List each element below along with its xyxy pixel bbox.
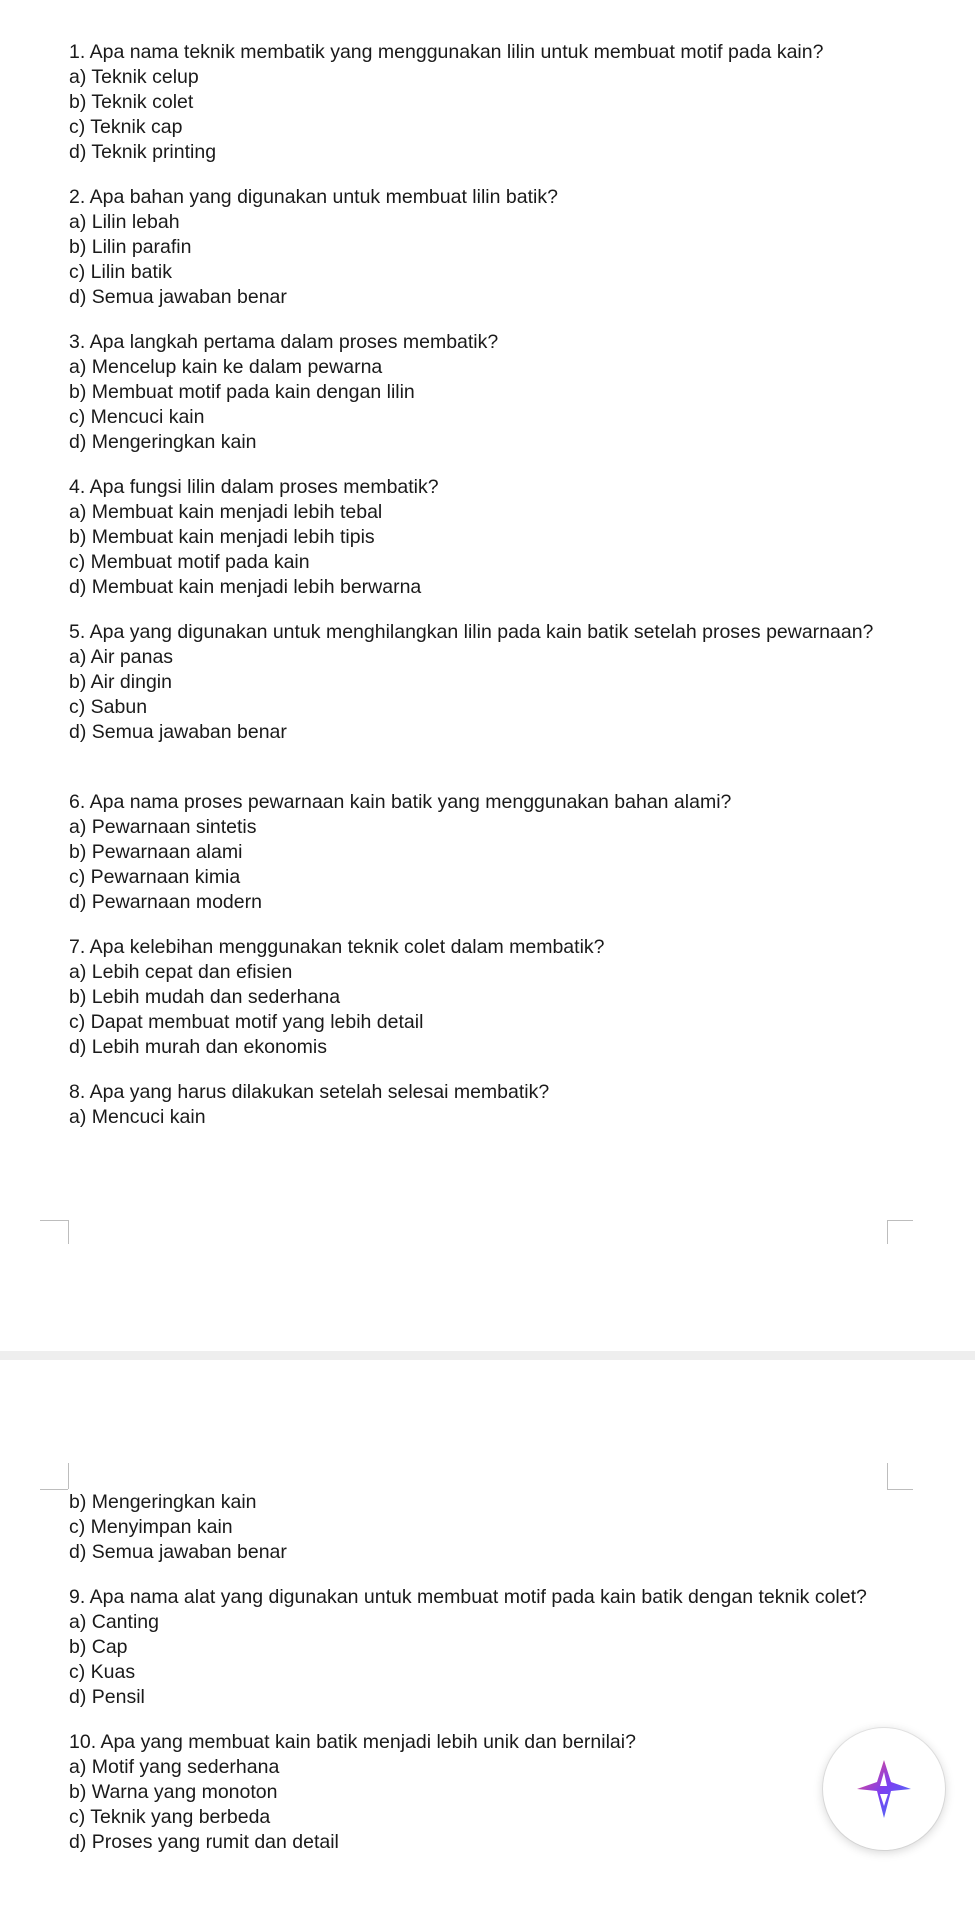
option: a) Pewarnaan sintetis <box>69 816 257 838</box>
option: a) Lebih cepat dan efisien <box>69 961 293 983</box>
option: c) Teknik cap <box>69 116 183 138</box>
option: d) Mengeringkan kain <box>69 431 257 453</box>
question-9 <box>69 1585 915 1710</box>
crop-mark-top-left-v <box>68 1463 69 1489</box>
page-1-content <box>69 40 915 1150</box>
option: a) Mencelup kain ke dalam pewarna <box>69 356 383 378</box>
question-5 <box>69 620 915 745</box>
question-2 <box>69 185 915 310</box>
document-page-2 <box>0 1360 975 1908</box>
option: a) Lilin lebah <box>69 211 180 233</box>
option: d) Lebih murah dan ekonomis <box>69 1036 327 1058</box>
crop-mark-bottom-left-h <box>40 1220 68 1221</box>
page-separator <box>0 1351 975 1360</box>
ai-assistant-button[interactable] <box>823 1728 945 1850</box>
option: c) Sabun <box>69 696 148 718</box>
option: d) Proses yang rumit dan detail <box>69 1831 339 1853</box>
option: b) Lebih mudah dan sederhana <box>69 986 341 1008</box>
question-text: 9. Apa nama alat yang digunakan untuk membuat motif pada kain batik dengan teknik colet? <box>69 1586 867 1608</box>
question-text: 7. Apa kelebihan menggunakan teknik colet dalam membatik? <box>69 936 605 958</box>
question-text: 6. Apa nama proses pewarnaan kain batik yang menggunakan bahan alami? <box>69 791 732 813</box>
option: b) Air dingin <box>69 671 172 693</box>
option: b) Pewarnaan alami <box>69 841 243 863</box>
option: b) Lilin parafin <box>69 236 192 258</box>
option: a) Membuat kain menjadi lebih tebal <box>69 501 383 523</box>
option: a) Mencuci kain <box>69 1106 206 1128</box>
crop-mark-top-right-v <box>887 1463 888 1489</box>
question-text: 10. Apa yang membuat kain batik menjadi lebih unik dan bernilai? <box>69 1731 636 1753</box>
option: d) Semua jawaban benar <box>69 1541 287 1563</box>
option: d) Teknik printing <box>69 141 217 163</box>
question-text: 5. Apa yang digunakan untuk menghilangkan lilin pada kain batik setelah proses pewarnaan? <box>69 621 874 643</box>
question-8-continued <box>69 1490 915 1565</box>
option: b) Cap <box>69 1636 128 1658</box>
question-text: 8. Apa yang harus dilakukan setelah selesai membatik? <box>69 1081 550 1103</box>
question-1 <box>69 40 915 165</box>
option: c) Teknik yang berbeda <box>69 1806 271 1828</box>
question-7 <box>69 935 915 1060</box>
option: c) Lilin batik <box>69 261 172 283</box>
sparkle-ai-icon <box>853 1758 915 1820</box>
option: a) Motif yang sederhana <box>69 1756 280 1778</box>
option: d) Pewarnaan modern <box>69 891 262 913</box>
crop-mark-top-left-h <box>40 1489 68 1490</box>
option: b) Teknik colet <box>69 91 194 113</box>
crop-mark-bottom-right-v <box>887 1220 888 1244</box>
question-4 <box>69 475 915 600</box>
option: c) Kuas <box>69 1661 136 1683</box>
option: d) Semua jawaban benar <box>69 721 287 743</box>
option: a) Air panas <box>69 646 174 668</box>
option: b) Mengeringkan kain <box>69 1491 257 1513</box>
option: a) Canting <box>69 1611 159 1633</box>
question-text: 3. Apa langkah pertama dalam proses membatik? <box>69 331 499 353</box>
option: b) Membuat motif pada kain dengan lilin <box>69 381 415 403</box>
option: d) Pensil <box>69 1686 145 1708</box>
option: b) Warna yang monoton <box>69 1781 278 1803</box>
option: c) Pewarnaan kimia <box>69 866 241 888</box>
question-8 <box>69 1080 915 1130</box>
option: b) Membuat kain menjadi lebih tipis <box>69 526 375 548</box>
option: c) Menyimpan kain <box>69 1516 233 1538</box>
question-text: 2. Apa bahan yang digunakan untuk membuat lilin batik? <box>69 186 558 208</box>
page-2-content <box>69 1490 915 1875</box>
question-3 <box>69 330 915 455</box>
option: c) Dapat membuat motif yang lebih detail <box>69 1011 424 1033</box>
option: d) Semua jawaban benar <box>69 286 287 308</box>
crop-mark-bottom-left-v <box>68 1220 69 1244</box>
crop-mark-bottom-right-h <box>887 1220 913 1221</box>
option: c) Mencuci kain <box>69 406 205 428</box>
question-text: 4. Apa fungsi lilin dalam proses membatik? <box>69 476 439 498</box>
question-text: 1. Apa nama teknik membatik yang menggunakan lilin untuk membuat motif pada kain? <box>69 41 824 63</box>
option: a) Teknik celup <box>69 66 199 88</box>
option: d) Membuat kain menjadi lebih berwarna <box>69 576 422 598</box>
question-10 <box>69 1730 915 1855</box>
option: c) Membuat motif pada kain <box>69 551 310 573</box>
question-6 <box>69 790 915 915</box>
